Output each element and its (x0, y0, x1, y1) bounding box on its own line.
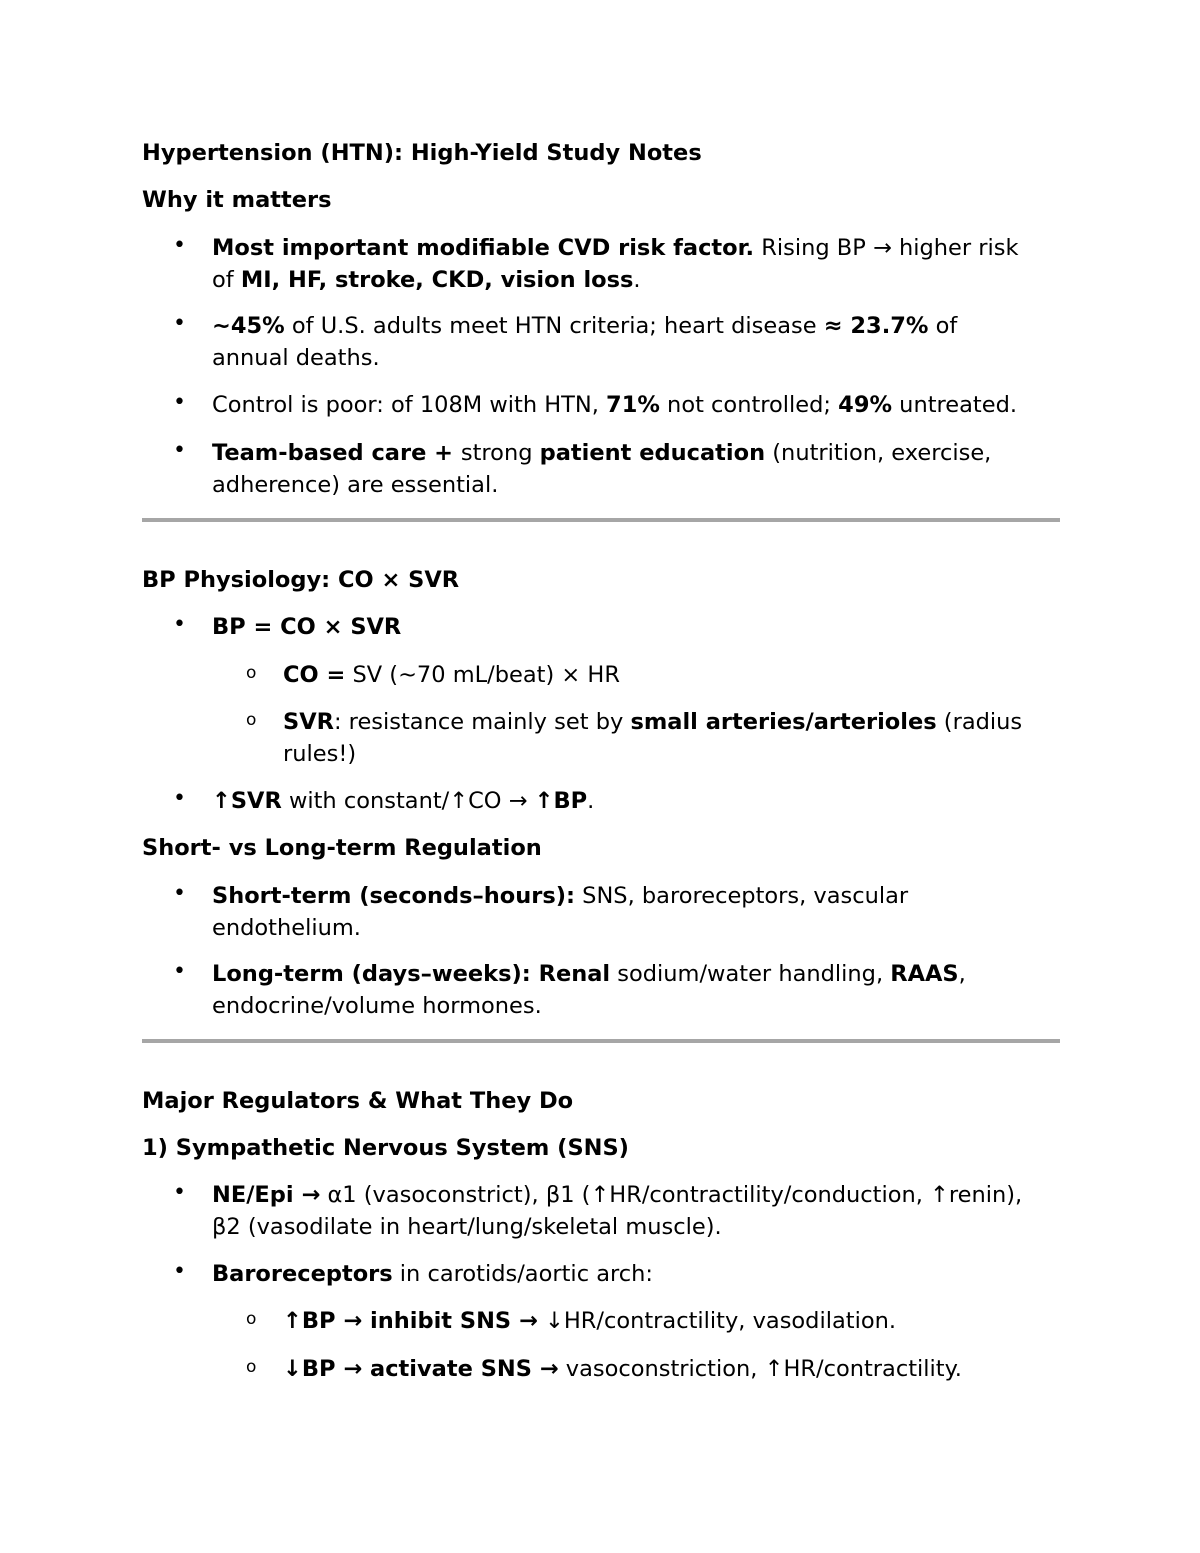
sub-bullet-marker: o (246, 710, 257, 730)
bold-text: Short-term (seconds–hours): (212, 883, 576, 909)
list-item (142, 1180, 1130, 1243)
text: of U.S. adults meet HTN criteria; heart disease (284, 313, 824, 339)
text: (nutrition, exercise, (765, 440, 992, 466)
sub-bullet-marker: o (246, 663, 257, 683)
bold-text: ≈ 23.7% (823, 313, 929, 339)
bold-text: SVR (283, 709, 334, 735)
bullet-marker: • (173, 1259, 186, 1284)
horizontal-rule (142, 518, 1060, 522)
text: in carotids/aortic arch: (392, 1261, 653, 1287)
text: Rising BP → higher risk (754, 235, 1019, 261)
bullet-marker: • (173, 438, 186, 463)
text: . (633, 266, 641, 293)
subsection-heading-sns: 1) Sympathetic Nervous System (SNS) (142, 1135, 629, 1161)
text: strong (460, 440, 540, 466)
document-title: Hypertension (HTN): High-Yield Study Notes (142, 140, 702, 166)
bullet-marker: • (173, 959, 186, 984)
bullet-marker: • (173, 233, 186, 258)
text: β2 (vasodilate in heart/lung/skeletal muscle). (212, 1213, 722, 1240)
text: endothelium. (212, 914, 361, 941)
text: vasoconstriction, ↑HR/contractility. (558, 1356, 962, 1382)
bold-text: ↑BP → inhibit SNS → (283, 1308, 538, 1334)
text: (radius (936, 709, 1023, 735)
sub-bullet-marker: o (246, 1357, 257, 1377)
bold-text: 71% (606, 392, 660, 418)
text: sodium/water handling, (610, 961, 891, 987)
list-item (142, 311, 1130, 374)
bullet-marker: • (173, 612, 186, 637)
bullet-marker: • (173, 881, 186, 906)
list-item (142, 233, 1130, 296)
sub-bullet-marker: o (246, 1309, 257, 1329)
list-item (142, 959, 1130, 1022)
text: of (928, 313, 958, 339)
bold-text: ~45% (212, 313, 285, 339)
bullet-marker: • (173, 1180, 186, 1205)
text: untreated. (892, 392, 1018, 418)
bullet-marker: • (173, 390, 186, 415)
text: rules!) (283, 740, 357, 767)
bold-text: NE/Epi → (212, 1182, 321, 1208)
section-heading-regulation: Short- vs Long-term Regulation (142, 835, 542, 861)
text: endocrine/volume hormones. (212, 992, 542, 1019)
text: annual deaths. (212, 344, 380, 371)
text: . (587, 788, 595, 814)
sub-list-item (142, 1306, 1200, 1338)
list-item (142, 881, 1130, 944)
section-heading-why-it-matters: Why it matters (142, 187, 332, 213)
text: with constant/↑CO → (281, 788, 535, 814)
bullet-marker: • (173, 311, 186, 336)
text: SV (~70 mL/beat) × HR (345, 662, 620, 688)
text: adherence) are essential. (212, 471, 499, 498)
bold-text: CO = (283, 662, 346, 688)
list-item (142, 786, 1130, 818)
bold-text: small arteries/arterioles (630, 709, 937, 735)
bold-text: RAAS (890, 961, 959, 987)
bold-text: Most important modifiable CVD risk factor. (212, 235, 755, 261)
bold-text: MI, HF, stroke, CKD, vision loss (240, 266, 634, 293)
text: , (958, 961, 966, 987)
sub-list-item (142, 1354, 1200, 1386)
bold-text: ↑BP (534, 788, 588, 814)
list-item (142, 390, 1130, 422)
text: ↓HR/contractility, vasodilation. (537, 1308, 897, 1334)
text: Control is poor: of 108M with HTN, (212, 392, 607, 418)
section-heading-bp-physiology: BP Physiology: CO × SVR (142, 567, 460, 593)
list-item (142, 1259, 1130, 1291)
text: not controlled; (659, 392, 839, 418)
list-item (142, 438, 1130, 501)
bullet-marker: • (173, 786, 186, 811)
sub-list-item (142, 707, 1200, 770)
bold-text: Long-term (days–weeks): Renal (212, 961, 611, 987)
bold-text: Baroreceptors (212, 1261, 393, 1287)
bold-text: BP = CO × SVR (212, 614, 402, 640)
bold-text: Team-based care + (212, 440, 461, 466)
bold-text: ↓BP → activate SNS → (283, 1356, 559, 1382)
bold-text: patient education (539, 440, 766, 466)
bold-text: 49% (838, 392, 893, 418)
horizontal-rule (142, 1039, 1060, 1043)
bold-text: ↑SVR (212, 788, 282, 814)
text: SNS, baroreceptors, vascular (575, 883, 909, 909)
sub-list-item (142, 660, 1200, 692)
section-heading-major-regulators: Major Regulators & What They Do (142, 1088, 574, 1114)
text: of (212, 266, 241, 293)
text: α1 (vasoconstrict), β1 (↑HR/contractility/conduction, ↑renin), (320, 1182, 1023, 1208)
text: : resistance mainly set by (333, 709, 631, 735)
list-item (142, 612, 1130, 644)
